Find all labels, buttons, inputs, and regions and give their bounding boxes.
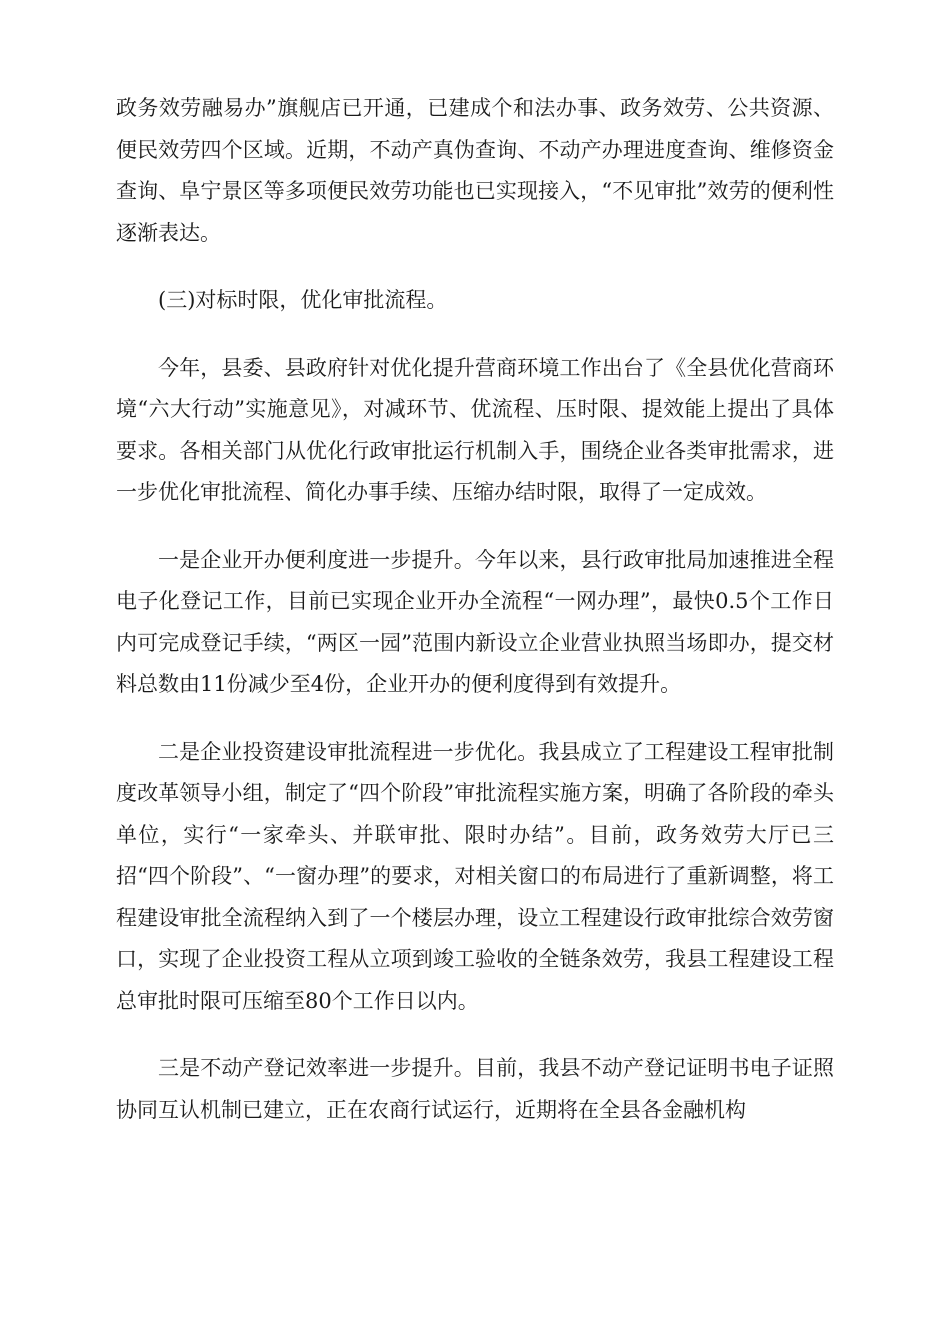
paragraph-point-two: 二是企业投资建设审批流程进一步优化。我县成立了工程建设工程审批制度改革领导小组，制定了“四个阶段”审批流程实施方案，明确了各阶段的牵头单位，实行“一家牵头、并联审批、限时办结”。目前，政务效劳大厅已三招“四个阶段”、“一窗办理”的要求，对相关窗口的布局进行了重新调整，将工程建设审批全流程纳入到了一个楼层办理，设立工程建设行政审批综合效劳窗口，实现了企业投资工程从立项到竣工验收的全链条效劳，我县工程建设工程总审批时限可压缩至80个工作日以内。 [116,739,834,1013]
section-heading: (三)对标时限，优化审批流程。 [158,288,448,312]
paragraph-continuation: 政务效劳融易办”旗舰店已开通，已建成个和法办事、政务效劳、公共资源、便民效劳四个区域。近期，不动产真伪查询、不动产办理进度查询、维修资金查询、阜宁景区等多项便民效劳功能也已实现接入，“不见审批”效劳的便利性逐渐表达。 [116,96,834,245]
paragraph-intro: 今年，县委、县政府针对优化提升营商环境工作出台了《全县优化营商环境“六大行动”实施意见》，对减环节、优流程、压时限、提效能上提出了具体要求。各相关部门从优化行政审批运行机制入手，围绕企业各类审批需求，进一步优化审批流程、简化办事手续、压缩办结时限，取得了一定成效。 [116,355,834,504]
document-body [116,88,834,1131]
paragraph-point-three: 三是不动产登记效率进一步提升。目前，我县不动产登记证明书电子证照协同互认机制已建立，正在农商行试运行，近期将在全县各金融机构 [116,1056,834,1122]
paragraph-point-one: 一是企业开办便利度进一步提升。今年以来，县行政审批局加速推进全程电子化登记工作，目前已实现企业开办全流程“一网办理”，最快0.5个工作日内可完成登记手续，“两区一园”范围内新设立企业营业执照当场即办，提交材料总数由11份减少至4份，企业开办的便利度得到有效提升。 [116,547,834,696]
